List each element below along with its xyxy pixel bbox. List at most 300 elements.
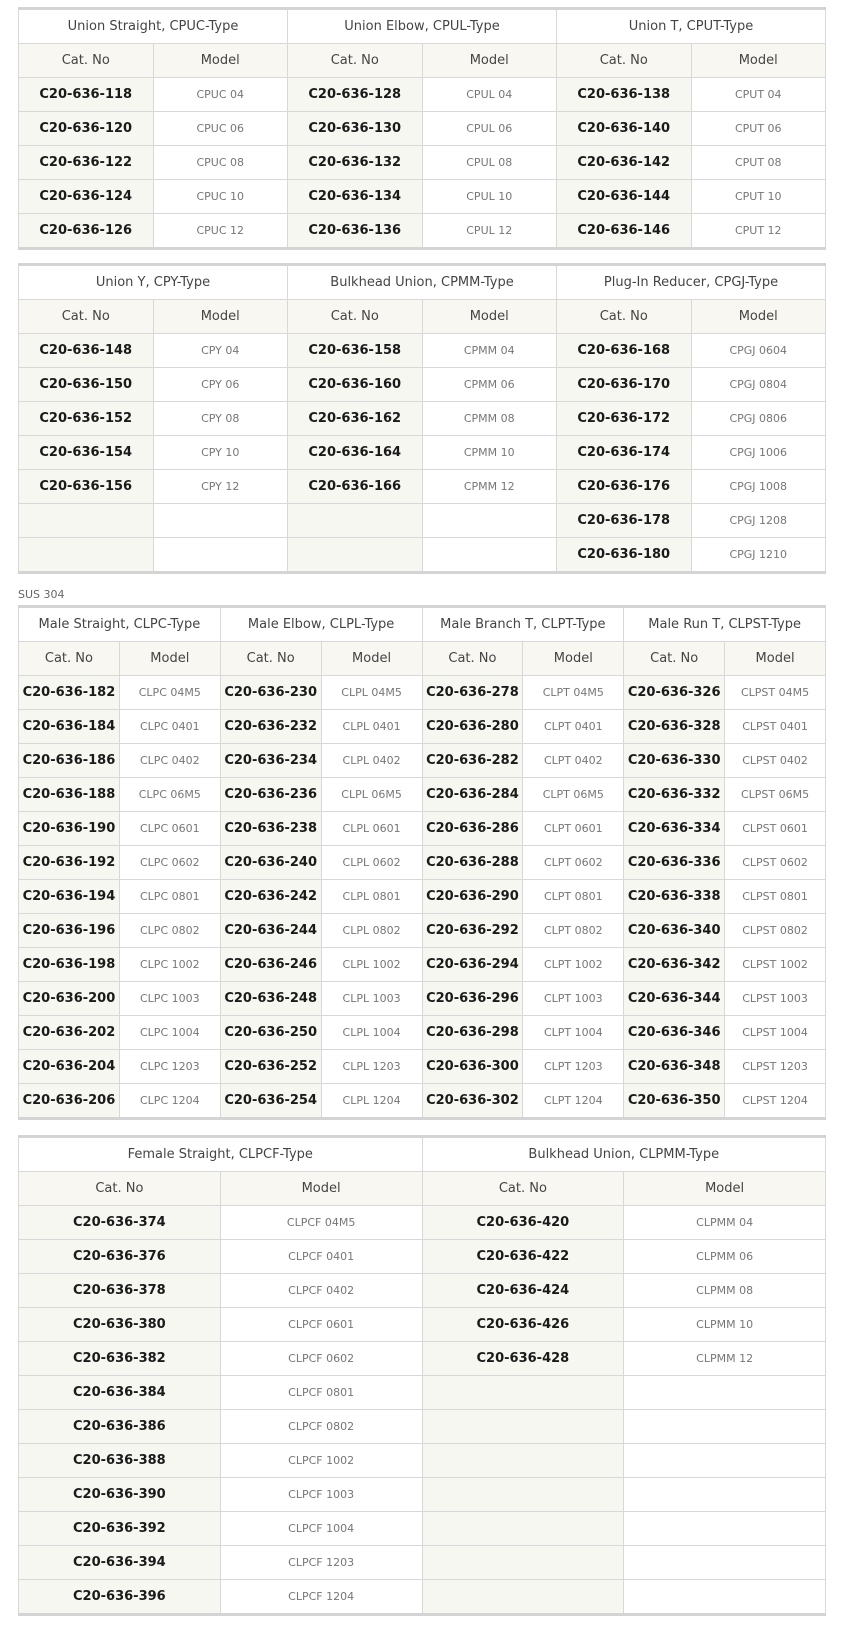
model-cell: CLPL 0602 [321,846,422,880]
model-cell: CLPT 06M5 [523,778,624,812]
cat-no-cell: C20-636-146 [557,214,692,249]
model-cell: CLPC 0601 [119,812,220,846]
table-row [19,146,826,180]
cat-no-cell: C20-636-164 [288,436,423,470]
cat-no-cell: C20-636-136 [288,214,423,249]
cat-no-cell: C20-636-150 [19,368,154,402]
table-row [19,402,826,436]
model-cell: CPMM 08 [422,402,557,436]
model-header: Model [422,300,557,334]
table-row [19,1376,826,1410]
cat-no-cell: C20-636-128 [288,78,423,112]
model-cell: CLPT 1003 [523,982,624,1016]
model-cell: CLPC 04M5 [119,676,220,710]
table-row [19,676,826,710]
column-header-row [19,1172,826,1206]
model-cell: CLPC 1004 [119,1016,220,1050]
model-cell: CLPST 0602 [725,846,826,880]
cat-no-header: Cat. No [288,44,423,78]
cat-no-cell: C20-636-138 [557,78,692,112]
cat-no-cell: C20-636-342 [624,948,725,982]
cat-no-cell: C20-636-140 [557,112,692,146]
model-cell: CPMM 10 [422,436,557,470]
model-header: Model [691,44,826,78]
cat-no-cell [422,1376,624,1410]
model-cell: CLPST 0402 [725,744,826,778]
model-cell: CLPL 06M5 [321,778,422,812]
table-row [19,1512,826,1546]
table-row [19,1274,826,1308]
cat-no-header: Cat. No [557,44,692,78]
model-cell: CPUT 12 [691,214,826,249]
model-cell: CLPST 0801 [725,880,826,914]
cat-no-cell: C20-636-420 [422,1206,624,1240]
model-cell: CLPL 0802 [321,914,422,948]
cat-no-cell: C20-636-142 [557,146,692,180]
cat-no-cell: C20-636-122 [19,146,154,180]
model-cell: CLPST 04M5 [725,676,826,710]
group-header-row [19,9,826,44]
cat-no-cell: C20-636-196 [19,914,120,948]
cat-no-cell: C20-636-292 [422,914,523,948]
table-row [19,1240,826,1274]
cat-no-header: Cat. No [422,642,523,676]
cat-no-cell: C20-636-242 [220,880,321,914]
model-cell: CLPC 1003 [119,982,220,1016]
cat-no-cell: C20-636-184 [19,710,120,744]
cat-no-cell: C20-636-246 [220,948,321,982]
cat-no-cell: C20-636-426 [422,1308,624,1342]
cat-no-header: Cat. No [557,300,692,334]
model-cell: CLPMM 04 [624,1206,826,1240]
table-row [19,334,826,368]
model-cell: CLPCF 1204 [220,1580,422,1615]
cat-no-cell: C20-636-422 [422,1240,624,1274]
model-cell: CLPST 0802 [725,914,826,948]
model-cell: CPUC 06 [153,112,288,146]
model-cell: CLPL 0601 [321,812,422,846]
table-row [19,948,826,982]
cat-no-cell: C20-636-244 [220,914,321,948]
cat-no-cell [422,1580,624,1615]
model-cell: CLPT 0602 [523,846,624,880]
group-header-row [19,607,826,642]
cat-no-cell: C20-636-250 [220,1016,321,1050]
group-title: Male Straight, CLPC-Type [19,607,221,642]
model-cell: CPY 12 [153,470,288,504]
model-cell: CPUT 08 [691,146,826,180]
cat-no-cell: C20-636-296 [422,982,523,1016]
model-cell: CLPC 0801 [119,880,220,914]
cat-no-cell: C20-636-186 [19,744,120,778]
model-cell: CLPMM 10 [624,1308,826,1342]
cat-no-cell: C20-636-174 [557,436,692,470]
model-cell: CLPST 1204 [725,1084,826,1119]
model-cell [153,538,288,573]
cat-no-cell: C20-636-340 [624,914,725,948]
table-row [19,504,826,538]
cat-no-cell [288,538,423,573]
group-title: Bulkhead Union, CLPMM-Type [422,1137,826,1172]
cat-no-cell: C20-636-428 [422,1342,624,1376]
model-cell: CLPCF 1003 [220,1478,422,1512]
model-cell: CLPCF 1002 [220,1444,422,1478]
model-cell: CLPT 1204 [523,1084,624,1119]
model-cell: CLPST 0401 [725,710,826,744]
model-cell: CLPL 1004 [321,1016,422,1050]
cat-no-cell: C20-636-144 [557,180,692,214]
cat-no-cell: C20-636-130 [288,112,423,146]
model-cell: CPMM 06 [422,368,557,402]
model-cell: CPUC 08 [153,146,288,180]
model-header: Model [153,44,288,78]
cat-no-cell: C20-636-326 [624,676,725,710]
cat-no-cell: C20-636-118 [19,78,154,112]
model-cell: CPGJ 1208 [691,504,826,538]
table-row [19,880,826,914]
cat-no-cell: C20-636-232 [220,710,321,744]
cat-no-cell: C20-636-120 [19,112,154,146]
cat-no-header: Cat. No [19,1172,221,1206]
cat-no-cell: C20-636-156 [19,470,154,504]
cat-no-cell: C20-636-336 [624,846,725,880]
model-cell: CLPST 1203 [725,1050,826,1084]
model-cell: CLPCF 0402 [220,1274,422,1308]
group-title: Male Branch T, CLPT-Type [422,607,624,642]
cat-no-cell: C20-636-158 [288,334,423,368]
cat-no-cell: C20-636-376 [19,1240,221,1274]
cat-no-cell: C20-636-170 [557,368,692,402]
model-cell: CLPST 06M5 [725,778,826,812]
cat-no-cell: C20-636-178 [557,504,692,538]
cat-no-header: Cat. No [288,300,423,334]
cat-no-cell: C20-636-168 [557,334,692,368]
model-cell: CPMM 12 [422,470,557,504]
cat-no-cell: C20-636-346 [624,1016,725,1050]
cat-no-cell: C20-636-202 [19,1016,120,1050]
model-cell: CLPT 1203 [523,1050,624,1084]
model-cell: CPUT 10 [691,180,826,214]
cat-no-cell: C20-636-380 [19,1308,221,1342]
model-cell: CPY 08 [153,402,288,436]
model-cell: CPY 06 [153,368,288,402]
fittings-table-union-y-bulkhead-reducer [18,263,826,574]
cat-no-cell: C20-636-284 [422,778,523,812]
model-cell: CLPC 0802 [119,914,220,948]
group-title: Bulkhead Union, CPMM-Type [288,265,557,300]
model-cell: CLPC 1204 [119,1084,220,1119]
table-row [19,1546,826,1580]
cat-no-header: Cat. No [624,642,725,676]
cat-no-cell [288,504,423,538]
group-title: Union Straight, CPUC-Type [19,9,288,44]
cat-no-cell: C20-636-254 [220,1084,321,1119]
table-row [19,538,826,573]
model-cell: CPUL 08 [422,146,557,180]
cat-no-cell: C20-636-126 [19,214,154,249]
fittings-table-female-bulkhead [18,1135,826,1616]
table-row [19,1444,826,1478]
cat-no-cell: C20-636-280 [422,710,523,744]
cat-no-cell: C20-636-302 [422,1084,523,1119]
model-cell [422,538,557,573]
cat-no-cell: C20-636-338 [624,880,725,914]
table-row [19,1580,826,1615]
cat-no-cell [422,1444,624,1478]
model-cell: CLPT 0802 [523,914,624,948]
cat-no-cell: C20-636-234 [220,744,321,778]
cat-no-cell: C20-636-300 [422,1050,523,1084]
model-cell [624,1580,826,1615]
model-cell: CPGJ 0604 [691,334,826,368]
model-cell: CPUC 10 [153,180,288,214]
column-header-row [19,44,826,78]
model-cell: CLPCF 1203 [220,1546,422,1580]
model-cell: CPY 04 [153,334,288,368]
model-header: Model [725,642,826,676]
cat-no-cell: C20-636-238 [220,812,321,846]
table-row [19,112,826,146]
group-title: Female Straight, CLPCF-Type [19,1137,423,1172]
cat-no-cell: C20-636-160 [288,368,423,402]
model-cell: CLPMM 08 [624,1274,826,1308]
model-cell [624,1410,826,1444]
model-cell: CPUL 12 [422,214,557,249]
cat-no-cell: C20-636-240 [220,846,321,880]
cat-no-cell: C20-636-252 [220,1050,321,1084]
model-cell [624,1376,826,1410]
table-row [19,812,826,846]
model-cell: CPY 10 [153,436,288,470]
cat-no-cell: C20-636-286 [422,812,523,846]
model-cell: CLPCF 1004 [220,1512,422,1546]
model-cell: CLPL 1204 [321,1084,422,1119]
group-title: Male Elbow, CLPL-Type [220,607,422,642]
table-row [19,470,826,504]
table-row [19,1084,826,1119]
cat-no-cell: C20-636-386 [19,1410,221,1444]
cat-no-cell [19,538,154,573]
model-cell: CPGJ 1006 [691,436,826,470]
cat-no-cell: C20-636-334 [624,812,725,846]
model-cell: CPUL 06 [422,112,557,146]
cat-no-cell: C20-636-200 [19,982,120,1016]
model-cell: CLPL 1003 [321,982,422,1016]
table-row [19,914,826,948]
model-cell: CPGJ 1008 [691,470,826,504]
cat-no-cell: C20-636-382 [19,1342,221,1376]
cat-no-cell: C20-636-204 [19,1050,120,1084]
model-header: Model [624,1172,826,1206]
cat-no-cell: C20-636-290 [422,880,523,914]
cat-no-cell: C20-636-182 [19,676,120,710]
table-row [19,1206,826,1240]
group-title: Male Run T, CLPST-Type [624,607,826,642]
column-header-row [19,300,826,334]
cat-no-cell: C20-636-236 [220,778,321,812]
cat-no-cell: C20-636-190 [19,812,120,846]
cat-no-cell: C20-636-394 [19,1546,221,1580]
cat-no-cell: C20-636-172 [557,402,692,436]
cat-no-cell: C20-636-298 [422,1016,523,1050]
table-row [19,1478,826,1512]
model-cell: CLPL 0801 [321,880,422,914]
cat-no-cell [19,504,154,538]
cat-no-cell: C20-636-198 [19,948,120,982]
model-cell: CLPST 0601 [725,812,826,846]
cat-no-cell: C20-636-162 [288,402,423,436]
cat-no-header: Cat. No [19,642,120,676]
model-header: Model [220,1172,422,1206]
model-cell: CPMM 04 [422,334,557,368]
model-cell [624,1444,826,1478]
model-cell [624,1478,826,1512]
cat-no-header: Cat. No [220,642,321,676]
group-title: Plug-In Reducer, CPGJ-Type [557,265,826,300]
cat-no-cell [422,1546,624,1580]
model-cell: CLPST 1002 [725,948,826,982]
cat-no-cell: C20-636-348 [624,1050,725,1084]
model-cell: CPGJ 0806 [691,402,826,436]
model-cell: CLPC 0602 [119,846,220,880]
cat-no-cell: C20-636-424 [422,1274,624,1308]
model-cell: CPGJ 1210 [691,538,826,573]
cat-no-cell: C20-636-344 [624,982,725,1016]
model-cell: CLPST 1004 [725,1016,826,1050]
model-cell: CLPC 1203 [119,1050,220,1084]
model-cell: CLPCF 0401 [220,1240,422,1274]
cat-no-cell: C20-636-388 [19,1444,221,1478]
model-cell: CPGJ 0804 [691,368,826,402]
model-cell [153,504,288,538]
cat-no-cell: C20-636-166 [288,470,423,504]
model-header: Model [422,44,557,78]
cat-no-header: Cat. No [422,1172,624,1206]
fittings-table-male-fittings [18,605,826,1120]
model-cell: CLPL 1002 [321,948,422,982]
cat-no-cell: C20-636-176 [557,470,692,504]
model-cell: CLPT 0402 [523,744,624,778]
model-cell [422,504,557,538]
model-cell: CPUL 04 [422,78,557,112]
model-cell: CLPT 0401 [523,710,624,744]
table-row [19,368,826,402]
model-cell: CLPCF 0802 [220,1410,422,1444]
cat-no-cell [422,1410,624,1444]
cat-no-cell: C20-636-378 [19,1274,221,1308]
cat-no-header: Cat. No [19,300,154,334]
model-cell: CLPT 0601 [523,812,624,846]
model-cell: CLPC 06M5 [119,778,220,812]
model-header: Model [321,642,422,676]
cat-no-cell: C20-636-152 [19,402,154,436]
model-cell: CLPL 04M5 [321,676,422,710]
model-cell: CPUL 10 [422,180,557,214]
model-cell: CLPCF 0601 [220,1308,422,1342]
table-row [19,710,826,744]
table-row [19,1308,826,1342]
cat-no-header: Cat. No [19,44,154,78]
table-row [19,982,826,1016]
group-title: Union T, CPUT-Type [557,9,826,44]
cat-no-cell: C20-636-332 [624,778,725,812]
cat-no-cell: C20-636-392 [19,1512,221,1546]
table-row [19,214,826,249]
model-cell: CLPCF 0602 [220,1342,422,1376]
cat-no-cell: C20-636-230 [220,676,321,710]
fittings-table-union-straight-elbow-t [18,7,826,250]
cat-no-cell: C20-636-194 [19,880,120,914]
cat-no-cell: C20-636-396 [19,1580,221,1615]
model-header: Model [691,300,826,334]
table-row [19,1050,826,1084]
model-cell: CLPT 1002 [523,948,624,982]
table-row [19,78,826,112]
model-header: Model [153,300,288,334]
model-cell: CLPMM 12 [624,1342,826,1376]
group-title: Union Y, CPY-Type [19,265,288,300]
model-cell: CPUC 04 [153,78,288,112]
cat-no-cell [422,1478,624,1512]
cat-no-cell: C20-636-390 [19,1478,221,1512]
cat-no-cell: C20-636-328 [624,710,725,744]
model-cell: CLPST 1003 [725,982,826,1016]
model-cell: CLPL 1203 [321,1050,422,1084]
model-cell: CLPL 0402 [321,744,422,778]
group-header-row [19,265,826,300]
cat-no-cell: C20-636-374 [19,1206,221,1240]
table-row [19,180,826,214]
cat-no-cell: C20-636-384 [19,1376,221,1410]
cat-no-cell: C20-636-148 [19,334,154,368]
cat-no-cell: C20-636-294 [422,948,523,982]
model-cell: CLPL 0401 [321,710,422,744]
cat-no-cell: C20-636-350 [624,1084,725,1119]
model-cell: CLPC 0402 [119,744,220,778]
table-row [19,846,826,880]
table-row [19,1342,826,1376]
model-cell: CLPT 04M5 [523,676,624,710]
table-row [19,436,826,470]
model-cell: CLPT 0801 [523,880,624,914]
cat-no-cell: C20-636-192 [19,846,120,880]
table-row [19,1016,826,1050]
model-cell: CPUT 04 [691,78,826,112]
cat-no-cell: C20-636-282 [422,744,523,778]
model-cell: CLPC 0401 [119,710,220,744]
model-cell: CLPMM 06 [624,1240,826,1274]
model-cell [624,1512,826,1546]
cat-no-cell: C20-636-278 [422,676,523,710]
model-header: Model [119,642,220,676]
table-row [19,744,826,778]
cat-no-cell: C20-636-206 [19,1084,120,1119]
model-header: Model [523,642,624,676]
section-label-sus304: SUS 304 [18,588,65,601]
cat-no-cell [422,1512,624,1546]
group-title: Union Elbow, CPUL-Type [288,9,557,44]
table-row [19,1410,826,1444]
model-cell: CPUT 06 [691,112,826,146]
cat-no-cell: C20-636-154 [19,436,154,470]
cat-no-cell: C20-636-330 [624,744,725,778]
cat-no-cell: C20-636-188 [19,778,120,812]
cat-no-cell: C20-636-124 [19,180,154,214]
model-cell: CLPCF 0801 [220,1376,422,1410]
model-cell: CLPCF 04M5 [220,1206,422,1240]
cat-no-cell: C20-636-180 [557,538,692,573]
model-cell: CLPT 1004 [523,1016,624,1050]
